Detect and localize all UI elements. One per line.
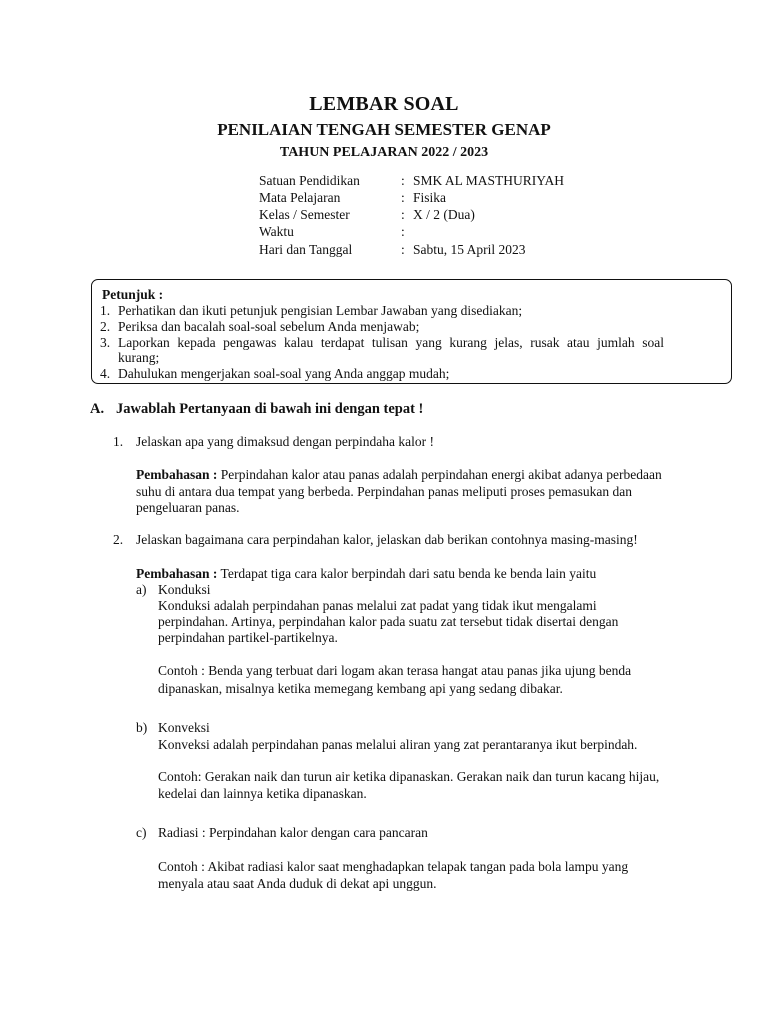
instructions-title: Petunjuk :: [102, 287, 164, 302]
answer-label: Pembahasan :: [136, 566, 218, 581]
instruction-text: Dahulukan mengerjakan soal-soal yang Anda anggap mudah;: [118, 366, 450, 381]
instruction-number: 2.: [100, 319, 111, 334]
sub-item-title: Konduksi: [158, 582, 211, 597]
answer-line: suhu di antara dua tempat yang berbeda. Perpindahan panas meliputi proses pemasukan dan: [136, 484, 632, 499]
info-label: Kelas / Semester: [259, 207, 350, 222]
exam-subtitle: PENILAIAN TENGAH SEMESTER GENAP: [217, 120, 551, 139]
info-value: X / 2 (Dua): [413, 207, 475, 222]
instruction-text: Periksa dan bacalah soal-soal sebelum Anda menjawab;: [118, 319, 420, 334]
info-colon: :: [401, 224, 405, 239]
info-label: Hari dan Tanggal: [259, 242, 353, 257]
sub-item-marker: b): [136, 720, 148, 735]
section-heading: [90, 401, 423, 418]
page-title: LEMBAR SOAL: [309, 93, 459, 115]
info-colon: :: [401, 173, 405, 188]
info-colon: :: [401, 242, 405, 257]
question-number: 2.: [113, 532, 124, 547]
answer-line: Konduksi adalah perpindahan panas melalui zat padat yang tidak ikut mengalami: [158, 598, 597, 613]
answer-text: Perpindahan kalor atau panas adalah perpindahan energi akibat adanya perbedaan: [220, 467, 662, 482]
answer-label: Pembahasan :: [136, 467, 218, 482]
example-line: dipanaskan, misalnya ketika memegang kembang api yang sedang dibakar.: [158, 681, 563, 696]
answer-line: perpindahan partikel-partikelnya.: [158, 630, 338, 645]
info-colon: :: [401, 207, 405, 222]
instruction-number: 4.: [100, 366, 111, 381]
answer-line: Konveksi adalah perpindahan panas melalui aliran yang zat perantaranya ikut berpindah.: [158, 737, 638, 752]
question-1: [113, 434, 434, 450]
info-value: Fisika: [413, 190, 447, 205]
example-line: Contoh : Benda yang terbuat dari logam akan terasa hangat atau panas jika ujung benda: [158, 663, 632, 678]
question-text: Jelaskan apa yang dimaksud dengan perpindaha kalor !: [136, 434, 435, 449]
question-text: Jelaskan bagaimana cara perpindahan kalor, jelaskan dab berikan contohnya masing-masing!: [136, 532, 638, 547]
info-label: Mata Pelajaran: [259, 190, 341, 205]
instruction-text: kurang;: [118, 350, 160, 365]
instruction-text: Perhatikan dan ikuti petunjuk pengisian Lembar Jawaban yang disediakan;: [118, 303, 523, 318]
sub-item-marker: c): [136, 825, 147, 840]
info-value: Sabtu, 15 April 2023: [413, 242, 526, 257]
answer-line: [136, 566, 596, 582]
academic-year: TAHUN PELAJARAN 2022 / 2023: [279, 145, 489, 160]
section-title: Jawablah Pertanyaan di bawah ini dengan tepat !: [116, 401, 424, 417]
instruction-number: 1.: [100, 303, 111, 318]
section-letter: A.: [90, 401, 105, 417]
answer-line: perpindahan. Artinya, perpindahan kalor pada suatu zat tersebut tidak disertai dengan: [158, 614, 619, 629]
answer-line: [136, 467, 662, 483]
example-line: kedelai dan lainnya ketika dipanaskan.: [158, 786, 367, 801]
instruction-text: Laporkan kepada pengawas kalau terdapat tulisan yang kurang jelas, rusak atau jumlah soal: [118, 335, 664, 350]
question-number: 1.: [113, 434, 124, 449]
sub-item-title: Konveksi: [158, 720, 210, 735]
example-line: Contoh: Gerakan naik dan turun air ketika dipanaskan. Gerakan naik dan turun kacang hijau,: [158, 769, 660, 784]
answer-line: pengeluaran panas.: [136, 500, 240, 515]
question-2: [113, 532, 638, 548]
answer-text: Terdapat tiga cara kalor berpindah dari satu benda ke benda lain yaitu: [220, 566, 597, 581]
example-line: Contoh : Akibat radiasi kalor saat menghadapkan telapak tangan pada bola lampu yang: [158, 859, 629, 874]
example-line: menyala atau saat Anda duduk di dekat api unggun.: [158, 876, 437, 891]
info-label: Waktu: [259, 224, 294, 239]
info-label: Satuan Pendidikan: [259, 173, 360, 188]
info-colon: :: [401, 190, 405, 205]
sub-item-marker: a): [136, 582, 147, 597]
instruction-number: 3.: [100, 335, 111, 350]
sub-item-title: Radiasi : Perpindahan kalor dengan cara pancaran: [158, 825, 428, 840]
info-value: SMK AL MASTHURIYAH: [413, 173, 565, 188]
